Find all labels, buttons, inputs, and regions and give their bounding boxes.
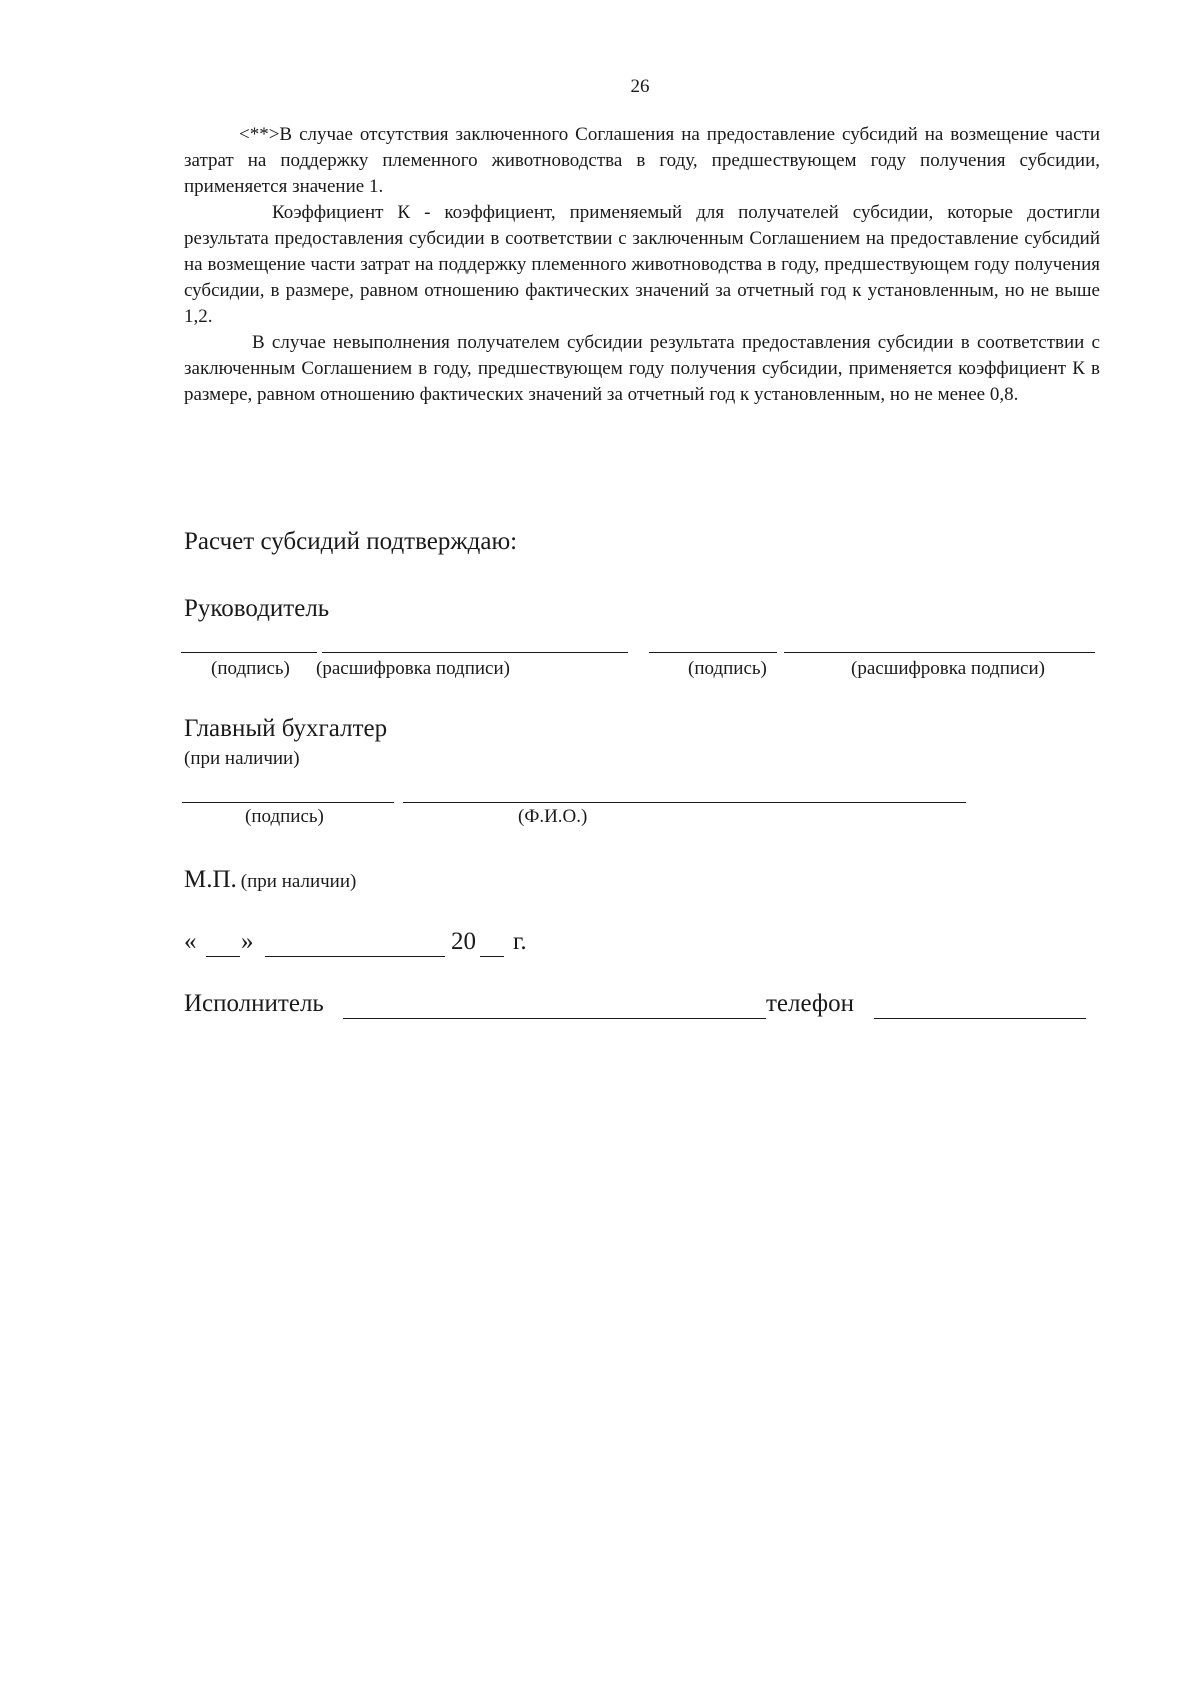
date-year-prefix: 20 (451, 928, 476, 955)
executor-line (343, 1018, 766, 1019)
accountant-caption-signature: (подпись) (245, 806, 324, 827)
body-text (184, 122, 1100, 408)
accountant-caption-name: (Ф.И.О.) (518, 806, 588, 827)
stamp-row (184, 866, 356, 894)
head-name-line-1 (322, 652, 628, 653)
stamp-label: М.П. (184, 866, 237, 893)
head-caption-name-1: (расшифровка подписи) (316, 658, 510, 679)
accountant-note: (при наличии) (184, 748, 300, 769)
date-open-quote: « (184, 928, 197, 955)
phone-line (874, 1018, 1086, 1019)
accountant-name-line (403, 802, 966, 803)
paragraph-coefficient-k: Коэффициент К - коэффициент, применяемый для получателей субсидии, которые достигли результата предоставления субсидии в соответствии с заключенным Соглашением на предоставление субсидий на возмещение части затрат на поддержку племенного животноводства в году, предшествующем году получения субсидии, в размере, равном отношению фактических значений за отчетный год к установленным, но не выше 1,2. (184, 202, 1100, 327)
confirmation-heading: Расчет субсидий подтверждаю: (184, 528, 518, 555)
stamp-note: (при наличии) (240, 871, 357, 892)
date-close-quote: » (241, 928, 254, 955)
date-year-suffix: г. (513, 928, 527, 955)
paragraph-footnote: <**>В случае отсутствия заключенного Соглашения на предоставление субсидий на возмещение части затрат на поддержку племенного животноводства в году, предшествующем году получения субсидии, применяется значение 1. (184, 124, 1100, 197)
head-caption-signature-2: (подпись) (688, 658, 767, 679)
accountant-signature-line (182, 802, 394, 803)
executor-label: Исполнитель (184, 990, 324, 1017)
accountant-label: Главный бухгалтер (184, 715, 388, 742)
head-signature-line-2 (649, 652, 777, 653)
date-day-line (206, 956, 240, 957)
phone-label: телефон (766, 990, 854, 1017)
paragraph-non-fulfilment: В случае невыполнения получателем субсидии результата предоставления субсидии в соответствии с заключенным Соглашением в году, предшествующем году получения субсидии, применяется коэффициент К в размере, равном отношению фактических значений за отчетный год к установленным, но не менее 0,8. (184, 332, 1100, 405)
head-signature-line-1 (181, 652, 317, 653)
page-number: 26 (630, 76, 650, 97)
head-label: Руководитель (184, 595, 330, 622)
date-month-line (265, 956, 445, 957)
date-year-line (480, 956, 504, 957)
head-caption-name-2: (расшифровка подписи) (851, 658, 1045, 679)
head-caption-signature-1: (подпись) (211, 658, 290, 679)
head-name-line-2 (784, 652, 1095, 653)
